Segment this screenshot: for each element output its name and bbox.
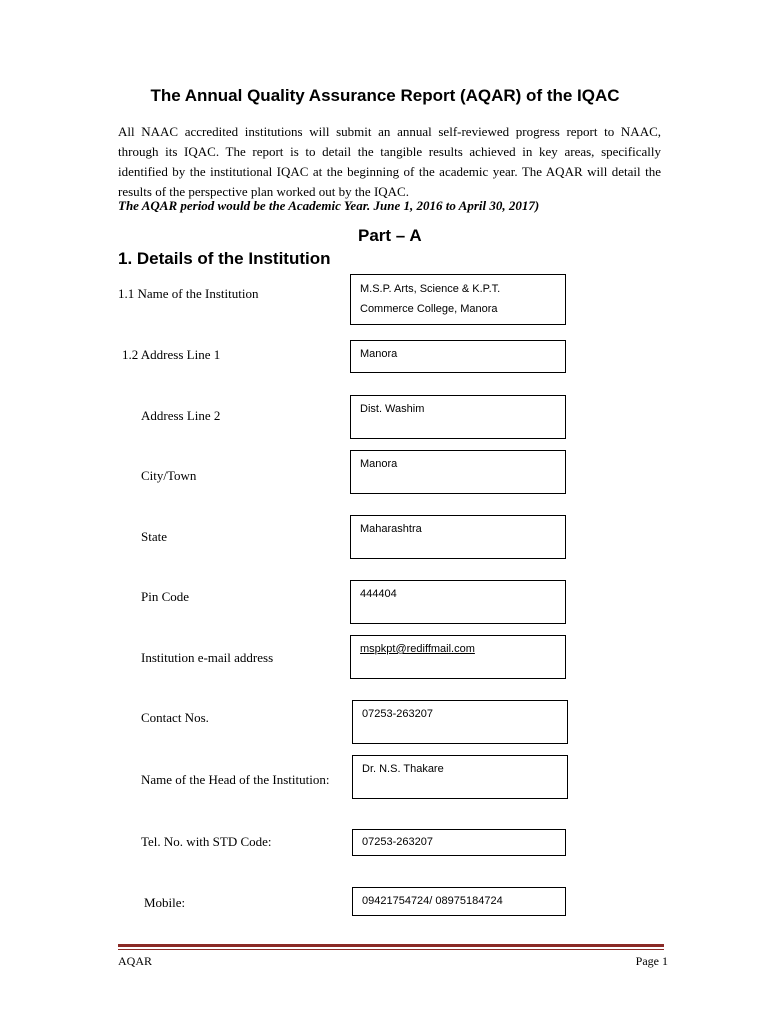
city-field[interactable]: Manora — [350, 450, 566, 494]
address-line-2-label: Address Line 2 — [141, 408, 221, 423]
page-number: Page 1 — [635, 954, 668, 968]
address-line-1-label: 1.2 Address Line 1 — [122, 347, 221, 362]
email-link[interactable]: mspkpt@rediffmail.com — [360, 643, 475, 655]
institution-name-line-1: M.S.P. Arts, Science & K.P.T. — [360, 283, 501, 295]
document-title: The Annual Quality Assurance Report (AQAR) of the IQAC — [150, 86, 620, 105]
email-field[interactable] — [350, 635, 566, 679]
state-label: State — [141, 529, 167, 544]
pin-code-label: Pin Code — [141, 589, 190, 604]
pin-code-field[interactable]: 444404 — [350, 580, 566, 624]
head-of-institution-label: Name of the Head of the Institution: — [141, 772, 330, 787]
section-heading: 1. Details of the Institution — [118, 249, 331, 268]
institution-name-field[interactable] — [350, 274, 566, 325]
part-heading: Part – A — [358, 226, 422, 245]
aqar-period-note: The AQAR period would be the Academic Year. June 1, 2016 to April 30, 2017) — [118, 198, 540, 213]
tel-label: Tel. No. with STD Code: — [141, 834, 272, 849]
institution-name-line-2: Commerce College, Manora — [360, 303, 498, 315]
institution-name-label: 1.1 Name of the Institution — [118, 286, 259, 301]
city-label: City/Town — [141, 468, 197, 483]
contact-label: Contact Nos. — [141, 710, 209, 725]
footer-rule-thin — [118, 949, 664, 950]
state-field[interactable]: Maharashtra — [350, 515, 566, 559]
address-line-1-field[interactable]: Manora — [350, 340, 566, 373]
contact-field[interactable]: 07253-263207 — [352, 700, 568, 744]
head-of-institution-field[interactable]: Dr. N.S. Thakare — [352, 755, 568, 799]
footer-rule-thick — [118, 944, 664, 947]
footer-label: AQAR — [118, 954, 153, 968]
mobile-field[interactable]: 09421754724/ 08975184724 — [352, 887, 566, 916]
intro-paragraph: All NAAC accredited institutions will submit an annual self-reviewed progress report to NAAC, through its IQAC. The report is to detail the tangible results achieved in key areas, specifically identified by the institutional IQAC at the beginning of the academic year. The AQAR will detail the results of the perspective plan worked out by the IQAC. — [118, 124, 661, 199]
email-label: Institution e-mail address — [141, 650, 274, 665]
mobile-label: Mobile: — [144, 895, 186, 910]
address-line-2-field[interactable]: Dist. Washim — [350, 395, 566, 439]
tel-field[interactable]: 07253-263207 — [352, 829, 566, 856]
